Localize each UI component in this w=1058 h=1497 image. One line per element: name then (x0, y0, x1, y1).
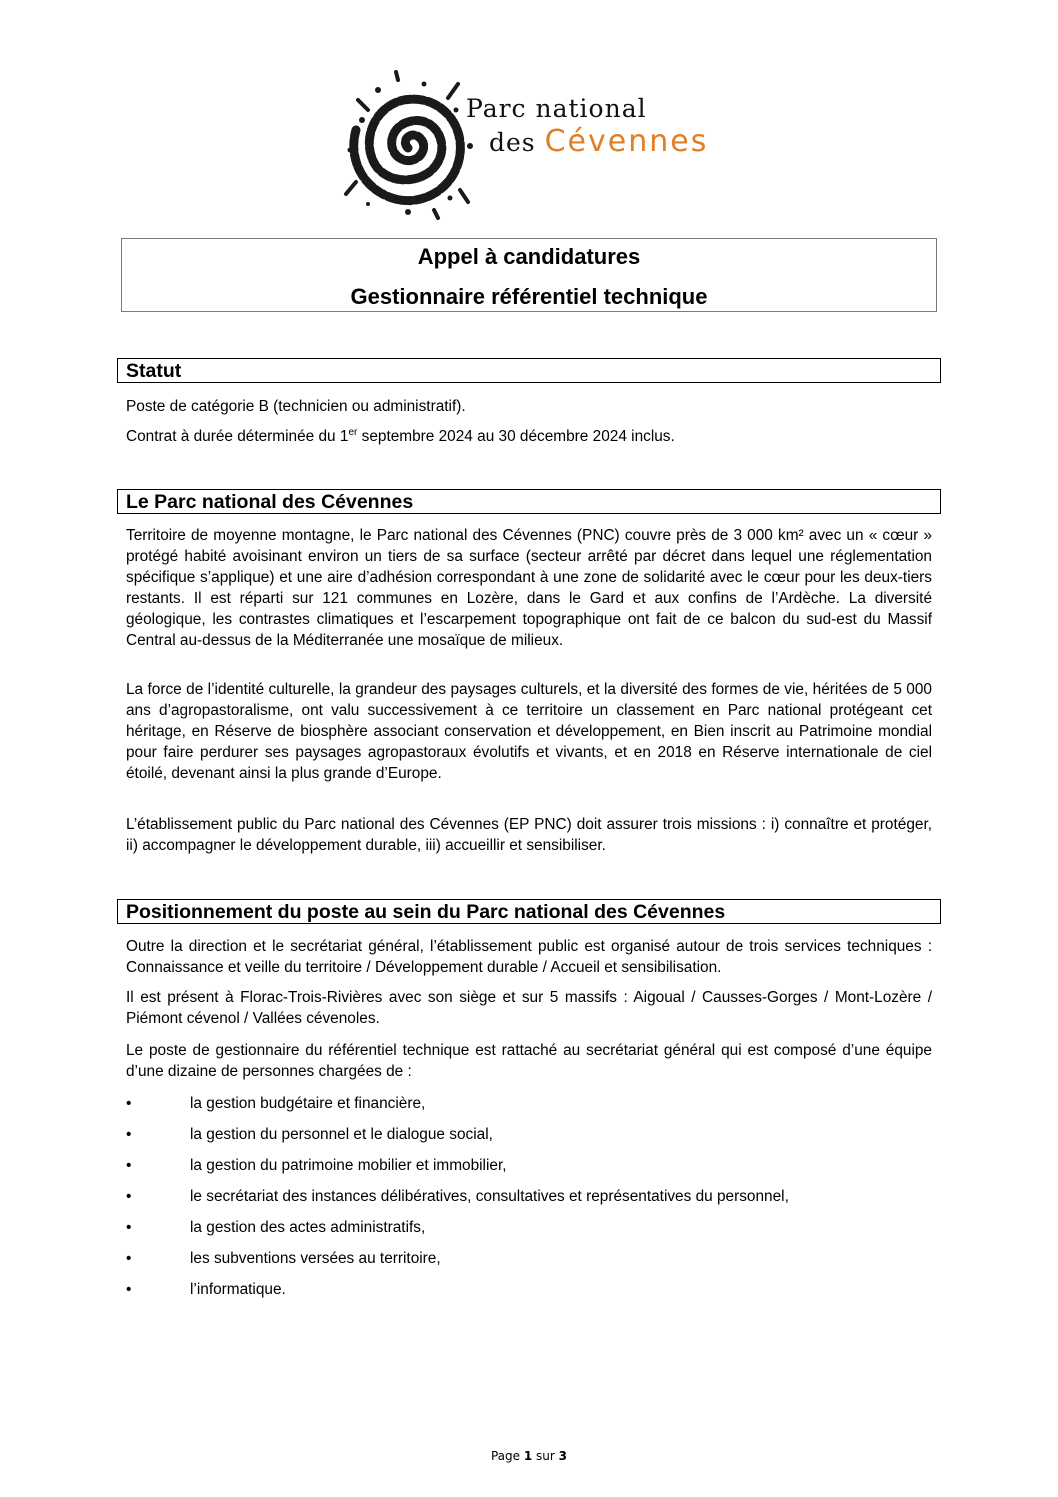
positionnement-paragraph-3: Le poste de gestionnaire du référentiel technique est rattaché au secrétariat général qui est composé d’une équipe d’une dizaine de personnes chargées de : (126, 1042, 932, 1080)
bullet-icon: • (126, 1095, 132, 1112)
list-item-text: l’informatique. (190, 1281, 286, 1298)
section-heading-parc: Le Parc national des Cévennes (117, 489, 941, 514)
section-heading-statut: Statut (117, 358, 941, 383)
list-item-text: les subventions versées au territoire, (190, 1250, 441, 1267)
list-item-text: la gestion du personnel et le dialogue social, (190, 1126, 493, 1143)
park-logo (338, 70, 728, 220)
positionnement-paragraph-2: Il est présent à Florac-Trois-Rivières avec son siège et sur 5 massifs : Aigoual / Causses-Gorges / Mont-Lozère / Piémont cévenol / Vallées cévenoles. (126, 989, 932, 1027)
page-title: Appel à candidatures (417, 244, 641, 269)
positionnement-paragraph-1: Outre la direction et le secrétariat général, l’établissement public est organisé autour de trois services techniques : Connaissance et veille du territoire / Développement durable / Accueil et sensibilisation. (126, 938, 932, 976)
logo-line-2-prefix: des (489, 128, 536, 157)
section-heading-positionnement: Positionnement du poste au sein du Parc national des Cévennes (117, 899, 941, 924)
parc-paragraph-2: La force de l’identité culturelle, la grandeur des paysages culturels, et la diversité des formes de vie, héritées de 5 000 ans d’agropastoralisme, ont valu successivement à ce territoire un classement en Parc national protégeant cet héritage, en Réserve de biosphère associant conservation et développement, en Bien inscrit au Patrimoine mondial pour faire perdurer ses paysages agropastoraux évolutifs et vivants, et en 2018 en Réserve internationale de ciel étoilé, devenant ainsi la plus grande d’Europe. (126, 681, 932, 782)
statut-paragraph-2 (126, 427, 932, 448)
list-item-text: la gestion budgétaire et financière, (190, 1095, 426, 1112)
logo-line-1: Parc national (466, 94, 647, 123)
statut-p2-sup: er (348, 426, 358, 438)
logo-line-2 (489, 124, 708, 159)
parc-paragraph-3: L’établissement public du Parc national des Cévennes (EP PNC) doit assurer trois missions : i) connaître et protéger, ii) accompagner le développement durable, iii) accueillir et sensibiliser. (126, 816, 932, 854)
page-separator: sur (536, 1449, 555, 1463)
page-current: 1 (523, 1449, 533, 1463)
page-subtitle: Gestionnaire référentiel technique (350, 284, 708, 309)
page-footer (0, 1449, 1058, 1463)
logo-line-2-accent: Cévennes (544, 124, 709, 159)
page-total: 3 (558, 1449, 568, 1463)
bullet-icon: • (126, 1250, 132, 1267)
spiral-logo-icon (338, 70, 478, 220)
bullet-icon: • (126, 1188, 132, 1205)
page-label: Page (490, 1449, 521, 1463)
statut-p2-before: Contrat à durée déterminée du 1 (126, 428, 349, 445)
bullet-icon: • (126, 1157, 132, 1174)
bullet-icon: • (126, 1219, 132, 1236)
list-item-text: la gestion du patrimoine mobilier et immobilier, (190, 1157, 507, 1174)
bullet-icon: • (126, 1281, 132, 1298)
statut-paragraph-1: Poste de catégorie B (technicien ou administratif). (126, 398, 466, 415)
statut-p2-after: septembre 2024 au 30 décembre 2024 inclus. (357, 428, 675, 445)
title-box (121, 238, 937, 312)
parc-paragraph-1: Territoire de moyenne montagne, le Parc national des Cévennes (PNC) couvre près de 3 000 km² avec un « cœur » protégé habité avoisinant environ un tiers de sa surface (secteur arrêté par décret dans lequel une réglementation spécifique s’applique) et une aire d’adhésion correspondant à une zone de solidarité avec le cœur pour les deux-tiers restants. Il est réparti sur 121 communes en Lozère, dans le Gard et aux confins de l’Ardèche. La diversité géologique, les contrastes climatiques et l’escarpement topographique ont fait de ce balcon du sud-est du Massif Central au-dessus de la Méditerranée une mosaïque de milieux. (126, 527, 932, 649)
bullet-icon: • (126, 1126, 132, 1143)
list-item-text: la gestion des actes administratifs, (190, 1219, 426, 1236)
list-item-text: le secrétariat des instances délibératives, consultatives et représentatives du personnel, (190, 1188, 789, 1205)
